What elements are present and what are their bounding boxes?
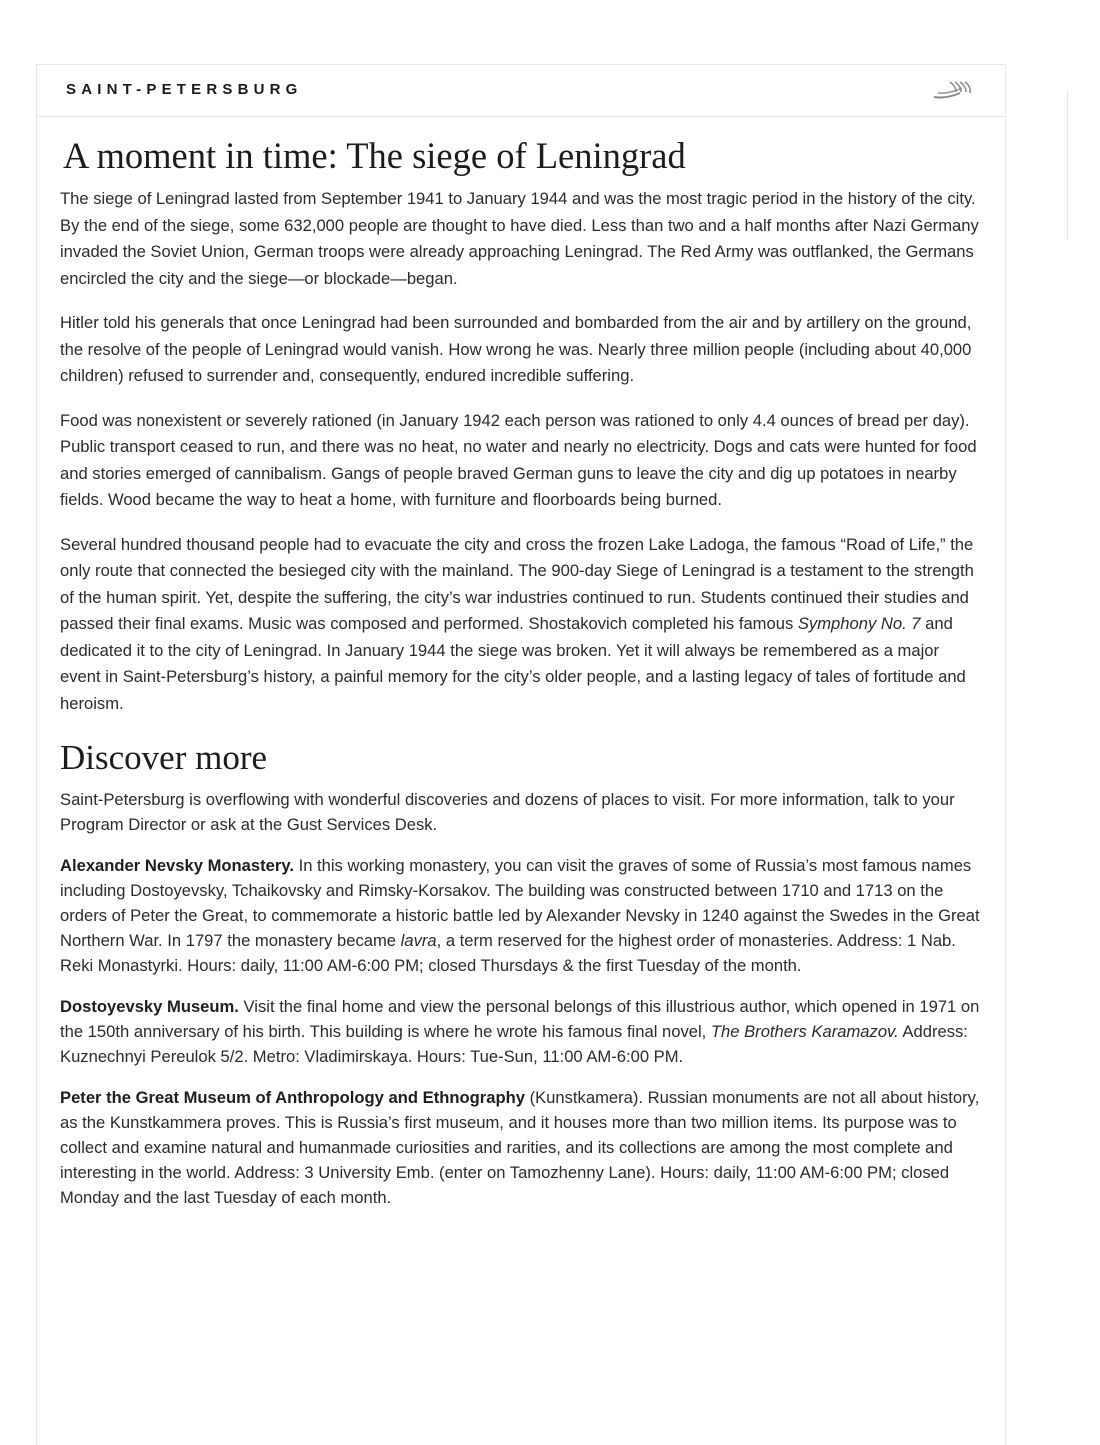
- novel-title: The Brothers Karamazov.: [710, 1021, 899, 1041]
- siege-title: A moment in time: The siege of Leningrad: [63, 135, 686, 176]
- nevsky-text-b: , a term reserved for the highest order of monasteries. Address: 1 Nab. Reki Monastyrki. Hours: daily, 11:00 AM-6:00 PM; closed Thursdays & the first Tuesday of the month.: [60, 930, 956, 975]
- kunstkamera-text: (Kunstkamera). Russian monuments are not all about history, as the Kunstkammera proves. This is Russia’s first museum, and it houses more than two million items. Its purpose was to collect and examine natural and humanmade curiosities and rarities, and its collections are among the most complete and interesting in the world. Address: 3 University Emb. (enter on Tamozhenny Lane). Hours: daily, 11:00 AM-6:00 PM; closed Monday and the last Tuesday of each month.: [60, 1087, 980, 1207]
- nevsky-monastery-entry: [60, 853, 984, 978]
- dostoyevsky-museum-name: Dostoyevsky Museum.: [60, 996, 239, 1016]
- siege-paragraph-4: [60, 532, 984, 718]
- symphony-title: Symphony No. 7: [797, 614, 921, 634]
- siege-paragraph-2: Hitler told his generals that once Leningrad had been surrounded and bombarded from the air and by artillery on the ground, the resolve of the people of Leningrad would vanish. How wrong he was. Nearly three million people (including about 40,000 children) refused to surrender and, consequently, endured incredible suffering.: [60, 313, 972, 386]
- nevsky-text-a: In this working monastery, you can visit the graves of some of Russia’s most famous names including Dostoyevsky, Tchaikovsky and Rimsky-Korsakov. The building was constructed between 1710 and 1713 on the orders of Peter the Great, to commemorate a historic battle led by Alexander Nevsky in 1240 against the Swedes in the Great Northern War. In 1797 the monastery became: [60, 855, 980, 950]
- ship-wave-logo-icon: [932, 78, 974, 102]
- dostoyevsky-text-a: Visit the final home and view the personal belongs of this illustrious author, which opened in 1971 on the 150th anniversary of his birth. This building is where he wrote his famous final novel,: [60, 996, 980, 1041]
- page-header: [36, 64, 1004, 117]
- discover-intro: Saint-Petersburg is overflowing with wonderful discoveries and dozens of places to visit. For more information, talk to your Program Director or ask at the Gust Services Desk.: [60, 789, 955, 834]
- scan-edge-line: [1067, 90, 1068, 240]
- city-label: SAINT-PETERSBURG: [66, 81, 303, 98]
- siege-paragraph-3: Food was nonexistent or severely rationed (in January 1942 each person was rationed to only 4.4 ounces of bread per day). Public transport ceased to run, and there was no heat, no water and nearly no electricity. Dogs and cats were hunted for food and stories emerged of cannibalism. Gangs of people braved German guns to leave the city and dig up potatoes in nearby fields. Wood became the way to heat a home, with furniture and floorboards being burned.: [60, 410, 977, 510]
- lavra-term: lavra: [400, 930, 437, 950]
- nevsky-monastery-name: Alexander Nevsky Monastery.: [60, 855, 294, 875]
- siege-p4-text-a: Several hundred thousand people had to evacuate the city and cross the frozen Lake Ladoga, the famous “Road of Life,” the only route that connected the besieged city with the mainland. The 900-day Siege of Leningrad is a testament to the strength of the human spirit. Yet, despite the suffering, the city’s war industries continued to run. Students continued their studies and passed their final exams. Music was composed and performed. Shostakovich completed his famous: [60, 534, 974, 634]
- discover-title: Discover more: [60, 738, 268, 778]
- dostoyevsky-museum-entry: [60, 994, 984, 1069]
- kunstkamera-name: Peter the Great Museum of Anthropology and Ethnography: [60, 1087, 525, 1107]
- article-content: [60, 136, 984, 1226]
- dostoyevsky-text-b: Address: Kuznechnyi Pereulok 5/2. Metro: Vladimirskaya. Hours: Tue-Sun, 11:00 AM-6:00 PM.: [60, 1021, 968, 1066]
- siege-paragraph-1: The siege of Leningrad lasted from September 1941 to January 1944 and was the most tragic period in the history of the city. By the end of the siege, some 632,000 people are thought to have died. Less than two and a half months after Nazi Germany invaded the Soviet Union, German troops were already approaching Leningrad. The Red Army was outflanked, the Germans encircled the city and the siege—or blockade—began.: [60, 189, 979, 288]
- kunstkamera-entry: [60, 1085, 984, 1210]
- siege-p4-text-b: and dedicated it to the city of Leningrad. In January 1944 the siege was broken. Yet it will always be remembered as a major event in Saint-Petersburg’s history, a painful memory for the city’s older people, and a lasting legacy of tales of fortitude and heroism.: [60, 614, 966, 713]
